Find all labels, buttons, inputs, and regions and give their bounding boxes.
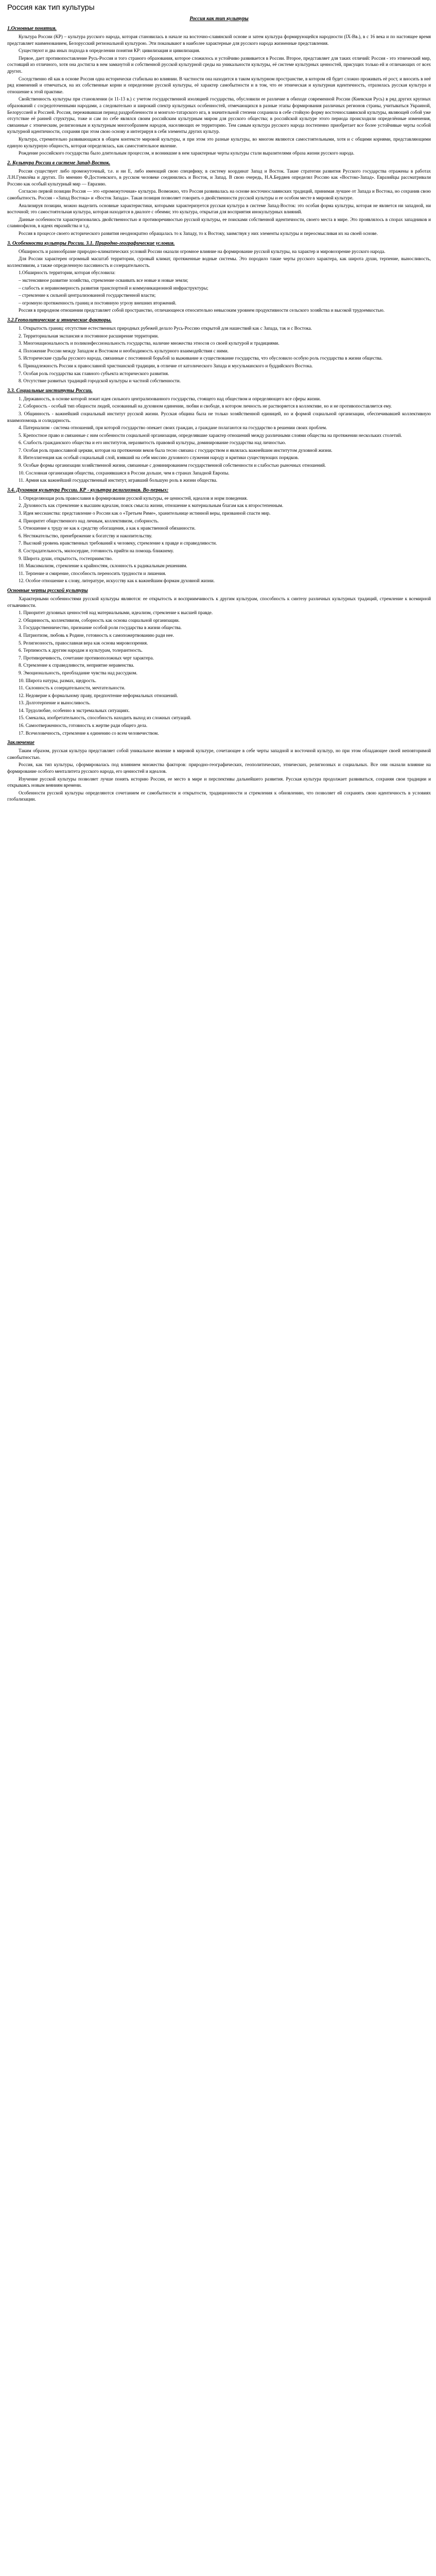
paragraph: 3. Идея мессианства: представление о России как о «Третьем Риме», хранительнице истинной веры, призванной спасти мир.	[19, 511, 271, 516]
paragraph: 6. Слабость гражданского общества и его институтов, неразвитость правовой культуры, доминирование государства над личностью.	[19, 440, 286, 446]
paragraph: 4. Приоритет общественного над личным, коллективизм, соборность.	[19, 518, 159, 523]
paragraph: 2. Общинность, коллективизм, соборность как основа социальной организации.	[19, 617, 180, 623]
paragraph: Свойственность культуры при становлении (и 11-13 в.) с учетом государственной изоляцией государства, обусловили ее различие в обиходе современной России (Киевская Русь) в ряд других крупных образований с сосредоточенными народами, а следовательно и широкий спектр культурных особенностей, отмечающихся в разные этапы формирования различных регионов страны, учитываться Украиной, Белоруссией и Россией. Россия, переживавшая период раздробленности и монголо-татарского ига, в значительной степени сохранила в себе стойкую форму восточнославянской культуры, являющей собой уже отсутствие её ранней структуры, тоже и сам по себе являлся своим российским культурным миром для русского общества; в российской культуре этого периода происходили определённые изменения, связанные с этническим, религиозным и культурным многообразием народов, населяющих ее территорию. Тем самым культура русского народа постепенно приобретает все более устойчивые черты особой культурной идентичности, сохраняя при этом свою основу и интегрируя в себя элементы других культур.	[7, 96, 431, 134]
paragraph: Первое, дает противопоставление Русь-Россия и того страного образования, которое сложилось и устойчиво развивается в России. Второе, представляет для таких отличий: Россия - это этнический мир, состоящий из отличного, хотя она достигла в нем замкнутой и собственной русской культурной среды на уникальности культуры, её системе культурных ценностей, присущих только ей и отличающих от всех других.	[7, 55, 431, 74]
paragraph: Россия в природном отношении представляет собой пространство, отличающееся относительно невысоким уровнем продуктивности сельского хозяйства и высокой трудоемкостью.	[19, 308, 385, 313]
paragraph: Соседственно ей как в основе Россия одна исторически стабильна во влиянии. В частности она находится в таком культурном пространстве, в котором ей будет сложно проживать её рост, и вносить в неё ряд изменений и отмечаться, на их собственные корни и определение русской культуры, её характер самобытности и в том, что ее этническая и культурная идентичность, отразилась русская культура и отношение к этой практике.	[7, 76, 431, 94]
paragraph: 3. Многонациональность и поликонфессиональность государства, наличие множества этносов со своей культурой и традициями.	[19, 341, 280, 346]
paragraph: 10. Максимализм, стремление к крайностям, склонность к радикальным решениям.	[19, 563, 187, 569]
section-title: 1.Основные понятия.	[7, 26, 57, 31]
paragraph: 5. Исторические судьбы русского народа, связанные с постоянной борьбой за выживание и существование государства, что обусловило особую роль государства в жизни общества.	[19, 355, 383, 361]
paragraph: 5. Религиозность, православная вера как основа мировоззрения.	[19, 640, 148, 646]
paragraph: 2. Соборность - особый тип общности людей, основанный на духовном единении, любви и свободе, в котором личность не растворяется в коллективе, но и не противопоставляется ему.	[19, 403, 392, 409]
paragraph: Анализируя позиции, можно выделить основные характеристики, которыми характеризуется русская культура в системе Запад-Восток: это особая форма культуры, которая не является ни западной, ни восточной; это самостоятельная культура, которая находится в диалоге с обеими; это культура, открытая для восприятия инокультурных влияний.	[7, 202, 431, 215]
paragraph: 3. Общинность - важнейший социальный институт русской жизни. Русская община была не только хозяйственной единицей, но и формой социальной организации, обеспечивавшей коллективную взаимопомощь и солидарность.	[7, 411, 431, 423]
paragraph: 11. Армия как важнейший государственный институт, игравший большую роль в жизни общества.	[19, 478, 218, 483]
document-page	[0, 0, 436, 814]
paragraph: Рождение российского государства было длительным процессом, и возникшие в нем характерные черты культуры стали выразителями образа жизни русского народа.	[19, 150, 355, 156]
paragraph: Согласно первой позиции Россия — это «промежуточная» культура. Возможно, что Россия развивалась на основе восточнославянских традиций, принимая лучшее от Запада и Востока, но сохранив свою самобытность. Россия - «Запад Востока» и «Восток Запада». Такая позиция позволяет говорить о двойственности русской культуры и ее особом месте в мировой культуре.	[7, 189, 431, 201]
paragraph: 1. Державность, в основе которой лежит идея сильного централизованного государства, стоящего над обществом и определяющего все сферы жизни.	[19, 396, 321, 401]
paragraph: 11. Склонность к созерцательности, мечтательности.	[19, 685, 126, 691]
paragraph: 4. Патриотизм, любовь к Родине, готовность к самопожертвованию ради нее.	[19, 632, 175, 638]
paragraph: 12. Недоверие к формальному праву, предпочтение неформальных отношений.	[19, 692, 178, 698]
paragraph: 9. Особые формы организации хозяйственной жизни, связанные с доминированием государственной собственности и слабостью рыночных отношений.	[19, 463, 326, 468]
paragraph: 8. Стремление к справедливости, неприятие неравенства.	[19, 663, 134, 668]
paragraph: 7. Высокий уровень нравственных требований к человеку, стремление к правде и справедливости.	[19, 540, 217, 546]
paragraph: 7. Особая роль государства как главного субъекта исторического развития.	[19, 370, 169, 376]
paragraph: Особенности русской культуры определяются сочетанием ее самобытности и открытости, традиционности и стремления к обновлению, что позволяет ей сохранять свою идентичность в условиях глобализации.	[7, 790, 431, 802]
paragraph: Обширность и разнообразие природно-климатических условий России оказали огромное влияние на формирование русской культуры, на характер и мировоззрение русского народа.	[19, 248, 386, 254]
paragraph: – стремление к сильной централизованной государственной власти;	[19, 293, 156, 298]
page-title: Россия как тип культуры	[7, 3, 95, 12]
paragraph: 6. Терпимость к другим народам и культурам, толерантность.	[19, 648, 143, 653]
paragraph: Культура России (КР) – культура русского народа, которая становилась в начале на восточно-славянской основе и затем культура формирующейся народности (IX-Вв.), в с 16 века и по настоящее время представляет наименованием, Белорусский региональной культурою. Эти показывают в наиболее характерные для русского народа жизненные представления.	[7, 34, 431, 46]
paragraph: 10. Сословная организация общества, сохранявшаяся в России дольше, чем в странах Западной Европы.	[19, 470, 230, 476]
paragraph: 6. Принадлежность России к православной христианской традиции, в отличие от католического Запада и мусульманского и буддийского Востока.	[19, 363, 313, 368]
paragraph: 3. Государственничество, признание особой роли государства в жизни общества.	[19, 625, 182, 631]
paragraph: 2. Духовность как стремление к высшим идеалам, поиск смысла жизни, отношение к материальным благам как к второстепенным.	[19, 503, 284, 509]
section-title: 3.3. Социальные институты России.	[7, 387, 93, 394]
paragraph: Существуют и два иных подхода в определении понятия КР: цивилизация и цивилизация.	[19, 48, 200, 54]
paragraph: 7. Особая роль православной церкви, которая на протяжении веков была тесно связана с государством и являлась важнейшим институтом духовной жизни.	[19, 447, 333, 453]
paragraph: 17. Всечеловечность, стремление к единению со всем человечеством.	[19, 730, 159, 736]
paragraph: Россия существует либо промежуточный, т.е. и ни Е, либо имеющий свою специфику, в систему координат Запад и Восток. Такие стратегии развития Русского государства отражены в работах Л.Н.Гумилёва и других. По мнению Ф.Достоевского, в русском человеке соединились и Восток, и Запад. В свою очередь, Н.А.Бердяев определял Россию как «Востоко-Запад». Евразийцы рассматривали Россию как особый культурный мир — Евразию.	[7, 168, 431, 187]
paragraph: Таким образом, русская культура представляет собой уникальное явление в мировой культуре, сочетающее в себе черты западной и восточной культур, но при этом обладающее своей неповторимой самобытностью.	[7, 748, 431, 760]
paragraph: 11. Терпение и смирение, способность переносить трудности и лишения.	[19, 570, 166, 576]
paragraph: 7. Противоречивость, сочетание противоположных черт характера.	[19, 655, 154, 660]
paragraph: 5. Отношение к труду не как к средству обогащения, а как к нравственной обязанности.	[19, 526, 196, 531]
paragraph: 8. Сострадательность, милосердие, готовность прийти на помощь ближнему.	[19, 548, 174, 553]
paragraph: 1.Обширность территории, которая обусловила:	[19, 270, 116, 276]
paragraph: 9. Эмоциональность, преобладание чувства над рассудком.	[19, 670, 137, 675]
paragraph: 14. Трудолюбие, особенно в экстремальных ситуациях.	[19, 707, 130, 713]
document-heading: Россия как тип культуры	[189, 16, 249, 22]
paragraph: Характерными особенностями русской культуры являются: ее открытость и восприимчивость к другим культурам, способность к синтезу различных культурных традиций, стремление к всемирной отзывчивости.	[7, 596, 431, 608]
paragraph: 4. Положение России между Западом и Востоком и необходимость культурного взаимодействия с ними.	[19, 348, 229, 353]
paragraph: 1. Определяющая роль православия в формировании русской культуры, ее ценностей, идеалов и норм поведения.	[19, 495, 248, 501]
section-title: 3.4. Духовная культура России. КР - культура религиозная. Во-первых:	[7, 487, 169, 493]
paragraph: Россия, как тип культуры, сформировалась под влиянием множества факторов: природно-географических, геополитических, этнических, религиозных и социальных. Все они оказали влияние на формирование особого менталитета русского народа, его ценностей и идеалов.	[7, 762, 431, 774]
section-title: Заключение	[7, 740, 34, 746]
paragraph: 13. Долготерпение и выносливость.	[19, 700, 91, 706]
paragraph: 2. Территориальная экспансия и постоянное расширение территории.	[19, 333, 159, 338]
section-title: 3.2.Геополитические и этнические факторы.	[7, 317, 112, 323]
section-title: 2. Культура России в системе Запад-Восток.	[7, 160, 111, 166]
paragraph: 16. Самоотверженность, готовность к жертве ради общего дела.	[19, 723, 148, 728]
paragraph: Изучение русской культуры позволяет лучше понять историю России, ее место в мире и перспективы дальнейшего развития. Русская культура продолжает развиваться, сохраняя свои традиции и открываясь новым веяниям времени.	[7, 776, 431, 788]
paragraph: Данные особенности характеризовались двойственностью и противоречивостью русской культуры, ее поисками собственной идентичности, своего места в мире. Это проявлялось в спорах западников и славянофилов, в идеях евразийства и т.д.	[7, 216, 431, 229]
paragraph: Культура, стремительно развивающаяся в общем контексте мировой культуры, и при этом это разные культуры, во многом являются самостоятельными, хотя и с общими корнями, представляющими единую культурную общность, которая определялась, как самостоятельное явление.	[7, 136, 431, 148]
paragraph: Для России характерен огромный масштаб территории, суровый климат, протяженные водные системы. Это породило такие черты русского характера, как широта души, терпение, выносливость, коллективизм, а также определенную пассивность и созерцательность.	[7, 256, 431, 268]
section-title: 3. Особенности культуры России. 3.1. Природно-географические условия.	[7, 240, 175, 246]
paragraph: 10. Широта натуры, размах, щедрость.	[19, 677, 97, 683]
section-title: Основные черты русской культуры	[7, 587, 88, 594]
paragraph: 5. Крепостное право и связанные с ним особенности социальной организации, определявшие характер отношений между различными слоями общества на протяжении нескольких столетий.	[19, 432, 402, 438]
paragraph: Россия в процессе своего исторического развития неоднократно обращалась то к Западу, то к Востоку, заимствуя у них элементы культуры и переосмысливая их на своей основе.	[19, 231, 378, 236]
paragraph: 6. Нестяжательство, пренебрежение к богатству и накопительству.	[19, 533, 152, 538]
paragraph: – экстенсивное развитие хозяйства, стремление осваивать все новые и новые земли;	[19, 278, 188, 283]
paragraph: 4. Патернализм - система отношений, при которой государство опекает своих граждан, а граждане полагаются на государство в решении своих проблем.	[19, 425, 327, 431]
paragraph: 8. Интеллигенция как особый социальный слой, взявший на себя миссию духовного служения народу и критики существующих порядков.	[19, 455, 299, 461]
paragraph: – слабость и неравномерность развития транспортной и коммуникационной инфраструктуры;	[19, 285, 208, 291]
paragraph: 8. Отсутствие развитых традиций городской культуры и частной собственности.	[19, 378, 181, 384]
paragraph: 15. Смекалка, изобретательность, способность находить выход из сложных ситуаций.	[19, 715, 191, 721]
document-body	[7, 25, 431, 803]
paragraph: 9. Широта души, открытость, гостеприимство.	[19, 555, 113, 561]
paragraph: 1. Открытость границ: отсутствие естественных природных рубежей делало Русь-Россию открытой для нашествий как с Запада, так и с Востока.	[19, 325, 312, 331]
paragraph: 12. Особое отношение к слову, литературе, искусству как к важнейшим формам духовной жизни.	[19, 578, 215, 584]
paragraph: 1. Приоритет духовных ценностей над материальными, идеализм, стремление к высшей правде.	[19, 610, 213, 616]
paragraph: – огромную протяженность границ и постоянную угрозу внешних вторжений.	[19, 300, 177, 306]
